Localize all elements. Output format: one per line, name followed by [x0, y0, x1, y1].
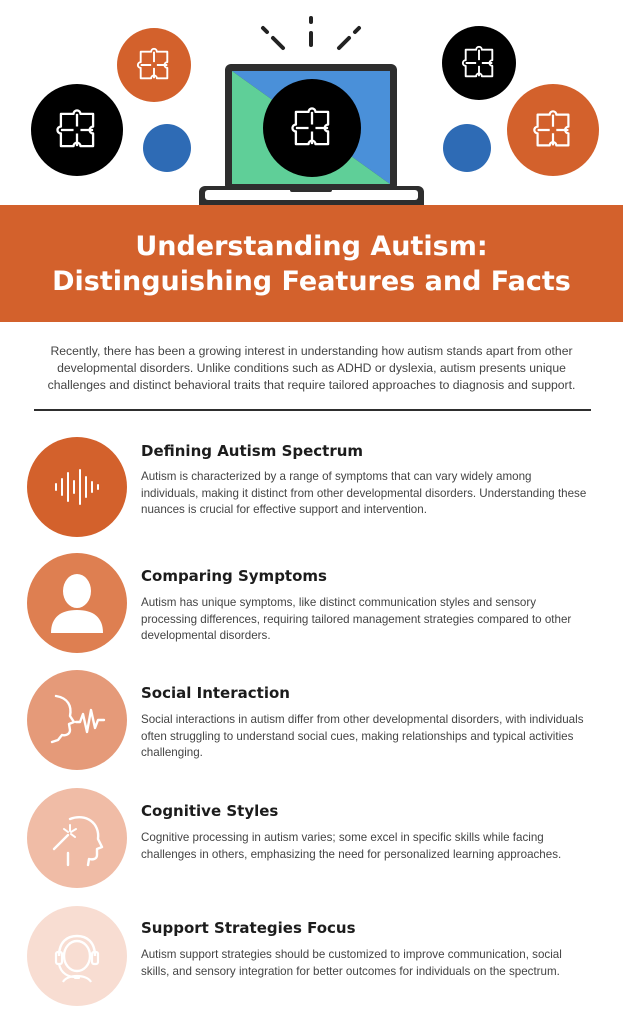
hero-illustration: [0, 0, 623, 205]
section-text: Social interactions in autism differ from other developmental disorders, with individuals often struggling to understand social cues, making relationships and typical activities challenging.: [141, 713, 584, 759]
puzzle-icon: [31, 84, 123, 176]
puzzle-icon: [507, 84, 599, 176]
title-banner: [0, 205, 623, 322]
laptop-icon: [199, 64, 424, 205]
decorative-dot: [443, 124, 491, 172]
decorative-dot: [143, 124, 191, 172]
puzzle-icon: [442, 26, 516, 100]
intro-paragraph: Recently, there has been a growing interest in understanding how autism stands apart from other developmental disorders. Unlike conditions such as ADHD or dyslexia, autism presents unique challenges and distinct behavioral traits that require tailored approaches to diagnosis and support.: [47, 344, 576, 392]
section-text: Autism support strategies should be customized to improve communication, social skills, and sensory integration for better outcomes for individuals on the spectrum.: [141, 948, 562, 978]
section-text: Autism has unique symptoms, like distinct communication styles and sensory processing differences, requiring tailored management strategies compared to other developmental disorders.: [141, 596, 572, 642]
speaking-face-icon: [27, 670, 127, 770]
section-title: Support Strategies Focus: [141, 919, 356, 937]
section-comparing-symptoms: [0, 553, 623, 653]
section-title: Cognitive Styles: [141, 802, 279, 820]
page-title: Understanding Autism: Distinguishing Features and Facts: [52, 230, 571, 297]
headset-icon: [27, 906, 127, 1006]
person-icon: [27, 553, 127, 653]
section-title: Comparing Symptoms: [141, 567, 327, 585]
section-title: Defining Autism Spectrum: [141, 442, 364, 460]
section-text: Autism is characterized by a range of symptoms that can vary widely among individuals, making it distinct from other developmental disorders. Understanding these nuances is crucial for effective support and intervention.: [141, 470, 587, 516]
section-title: Social Interaction: [141, 684, 290, 702]
section-defining-autism: [0, 437, 623, 537]
burst-lines: [263, 18, 359, 48]
section-social-interaction: [0, 670, 623, 770]
section-text: Cognitive processing in autism varies; some excel in specific skills while facing challenges in others, emphasizing the need for personalized learning approaches.: [141, 831, 562, 861]
divider: [34, 409, 591, 411]
section-cognitive-styles: [0, 788, 623, 888]
section-support-strategies: [0, 906, 623, 1006]
puzzle-icon: [117, 28, 191, 102]
head-idea-icon: [27, 788, 127, 888]
sound-wave-icon: [27, 437, 127, 537]
